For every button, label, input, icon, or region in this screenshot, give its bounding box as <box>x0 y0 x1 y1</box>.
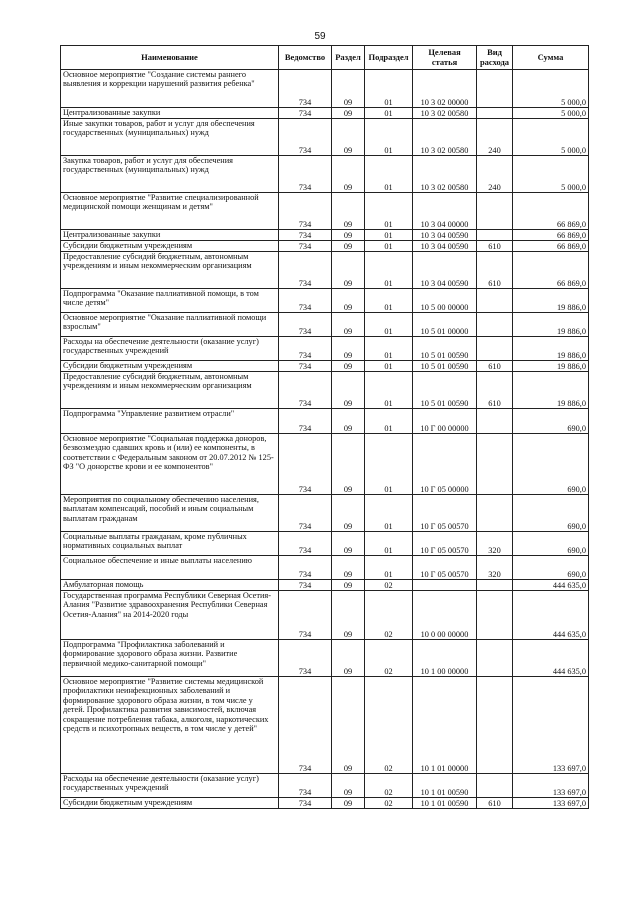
cell-ved: 734 <box>279 774 332 798</box>
cell-ved: 734 <box>279 361 332 372</box>
cell-vid: 240 <box>477 119 513 156</box>
cell-ved: 734 <box>279 677 332 774</box>
table-row <box>61 556 589 580</box>
header-sum: Сумма <box>513 46 589 70</box>
cell-ved: 734 <box>279 119 332 156</box>
cell-ved: 734 <box>279 230 332 241</box>
cell-name: Государственная программа Республики Северная Осетия-Алания "Развитие здравоохранения Республики Северная Осетия-Алания" на 2014-2020 годы <box>61 591 279 640</box>
table-row <box>61 70 589 108</box>
cell-sum: 690,0 <box>513 495 589 532</box>
table-row <box>61 156 589 193</box>
cell-ved: 734 <box>279 556 332 580</box>
cell-razdel: 09 <box>332 434 365 495</box>
cell-razdel: 09 <box>332 337 365 361</box>
cell-name: Расходы на обеспечение деятельности (оказание услуг) государственных учреждений <box>61 774 279 798</box>
cell-vid: 610 <box>477 798 513 809</box>
cell-name: Предоставление субсидий бюджетным, автономным учреждениям и иным некоммерческим организациям <box>61 372 279 409</box>
cell-target: 10 1 01 00590 <box>413 774 477 798</box>
table-row <box>61 640 589 677</box>
cell-razdel: 09 <box>332 495 365 532</box>
cell-name: Основное мероприятие "Развитие специализированной медицинской помощи женщинам и детям" <box>61 193 279 230</box>
table-row <box>61 532 589 556</box>
cell-name: Мероприятия по социальному обеспечению населения, выплатам компенсаций, пособий и иным социальным выплатам гражданам <box>61 495 279 532</box>
cell-podrazdel: 01 <box>365 119 413 156</box>
cell-sum: 690,0 <box>513 434 589 495</box>
cell-razdel: 09 <box>332 70 365 108</box>
cell-ved: 734 <box>279 289 332 313</box>
cell-vid <box>477 640 513 677</box>
cell-vid <box>477 230 513 241</box>
table-row <box>61 241 589 252</box>
cell-razdel: 09 <box>332 361 365 372</box>
cell-podrazdel: 02 <box>365 580 413 591</box>
cell-ved: 734 <box>279 252 332 289</box>
cell-razdel: 09 <box>332 532 365 556</box>
table-row <box>61 193 589 230</box>
cell-vid <box>477 495 513 532</box>
cell-razdel: 09 <box>332 289 365 313</box>
cell-target: 10 Г 05 00570 <box>413 495 477 532</box>
cell-podrazdel: 01 <box>365 409 413 434</box>
cell-vid: 240 <box>477 156 513 193</box>
cell-sum: 19 886,0 <box>513 361 589 372</box>
cell-name: Амбулаторная помощь <box>61 580 279 591</box>
cell-target: 10 3 02 00580 <box>413 108 477 119</box>
cell-vid: 610 <box>477 361 513 372</box>
cell-razdel: 09 <box>332 798 365 809</box>
cell-sum: 5 000,0 <box>513 70 589 108</box>
cell-podrazdel: 01 <box>365 337 413 361</box>
cell-podrazdel: 01 <box>365 313 413 337</box>
header-name: Наименование <box>61 46 279 70</box>
cell-name: Социальные выплаты гражданам, кроме публичных нормативных социальных выплат <box>61 532 279 556</box>
header-podrazdel: Подраздел <box>365 46 413 70</box>
table-row <box>61 108 589 119</box>
cell-podrazdel: 01 <box>365 193 413 230</box>
cell-sum: 66 869,0 <box>513 193 589 230</box>
cell-name: Централизованные закупки <box>61 108 279 119</box>
cell-name: Субсидии бюджетным учреждениям <box>61 798 279 809</box>
cell-target: 10 3 04 00590 <box>413 241 477 252</box>
cell-name: Основное мероприятие "Создание системы раннего выявления и коррекции нарушений развития ребенка" <box>61 70 279 108</box>
cell-podrazdel: 01 <box>365 241 413 252</box>
cell-ved: 734 <box>279 495 332 532</box>
cell-podrazdel: 01 <box>365 361 413 372</box>
cell-sum: 444 635,0 <box>513 580 589 591</box>
cell-sum: 444 635,0 <box>513 640 589 677</box>
cell-vid <box>477 70 513 108</box>
header-vid: Вид расхода <box>477 46 513 70</box>
table-row <box>61 774 589 798</box>
cell-target: 10 3 04 00590 <box>413 230 477 241</box>
cell-ved: 734 <box>279 591 332 640</box>
cell-target: 10 1 01 00590 <box>413 798 477 809</box>
cell-vid <box>477 591 513 640</box>
cell-sum: 19 886,0 <box>513 313 589 337</box>
table-row <box>61 230 589 241</box>
cell-sum: 133 697,0 <box>513 677 589 774</box>
cell-vid <box>477 313 513 337</box>
cell-razdel: 09 <box>332 372 365 409</box>
header-target: Целевая статья <box>413 46 477 70</box>
cell-target: 10 5 00 00000 <box>413 289 477 313</box>
cell-sum: 66 869,0 <box>513 241 589 252</box>
cell-podrazdel: 02 <box>365 640 413 677</box>
cell-ved: 734 <box>279 108 332 119</box>
cell-sum: 19 886,0 <box>513 289 589 313</box>
cell-target: 10 3 02 00000 <box>413 70 477 108</box>
cell-target: 10 3 02 00580 <box>413 156 477 193</box>
cell-podrazdel: 01 <box>365 252 413 289</box>
cell-sum: 5 000,0 <box>513 119 589 156</box>
cell-ved: 734 <box>279 241 332 252</box>
cell-sum: 66 869,0 <box>513 252 589 289</box>
cell-sum: 690,0 <box>513 409 589 434</box>
cell-name: Субсидии бюджетным учреждениям <box>61 241 279 252</box>
table-row <box>61 252 589 289</box>
cell-name: Подпрограмма "Профилактика заболеваний и формирование здорового образа жизни. Развитие первичной медико-санитарной помощи" <box>61 640 279 677</box>
cell-target: 10 1 00 00000 <box>413 640 477 677</box>
cell-sum: 5 000,0 <box>513 108 589 119</box>
cell-razdel: 09 <box>332 241 365 252</box>
cell-podrazdel: 01 <box>365 532 413 556</box>
cell-razdel: 09 <box>332 591 365 640</box>
cell-ved: 734 <box>279 372 332 409</box>
cell-vid <box>477 108 513 119</box>
cell-vid <box>477 434 513 495</box>
table-row <box>61 313 589 337</box>
cell-target: 10 5 01 00000 <box>413 313 477 337</box>
cell-vid: 320 <box>477 532 513 556</box>
cell-ved: 734 <box>279 434 332 495</box>
cell-name: Основное мероприятие "Оказание паллиативной помощи взрослым" <box>61 313 279 337</box>
cell-razdel: 09 <box>332 556 365 580</box>
cell-podrazdel: 02 <box>365 677 413 774</box>
cell-target: 10 Г 00 00000 <box>413 409 477 434</box>
cell-sum: 19 886,0 <box>513 337 589 361</box>
cell-podrazdel: 02 <box>365 774 413 798</box>
cell-vid <box>477 580 513 591</box>
cell-razdel: 09 <box>332 156 365 193</box>
cell-ved: 734 <box>279 193 332 230</box>
cell-razdel: 09 <box>332 230 365 241</box>
cell-name: Расходы на обеспечение деятельности (оказание услуг) государственных учреждений <box>61 337 279 361</box>
page-number: 59 <box>314 31 326 42</box>
table-row <box>61 677 589 774</box>
cell-podrazdel: 01 <box>365 556 413 580</box>
cell-target: 10 3 02 00580 <box>413 119 477 156</box>
cell-vid: 610 <box>477 372 513 409</box>
table-row <box>61 591 589 640</box>
cell-vid <box>477 337 513 361</box>
cell-sum: 19 886,0 <box>513 372 589 409</box>
cell-vid: 610 <box>477 241 513 252</box>
cell-target: 10 0 00 00000 <box>413 591 477 640</box>
cell-target <box>413 580 477 591</box>
cell-name: Социальное обеспечение и иные выплаты населению <box>61 556 279 580</box>
cell-ved: 734 <box>279 156 332 193</box>
cell-target: 10 Г 05 00570 <box>413 556 477 580</box>
cell-name: Централизованные закупки <box>61 230 279 241</box>
cell-podrazdel: 01 <box>365 372 413 409</box>
cell-name: Закупка товаров, работ и услуг для обеспечения государственных (муниципальных) нужд <box>61 156 279 193</box>
cell-podrazdel: 01 <box>365 156 413 193</box>
cell-target: 10 Г 05 00000 <box>413 434 477 495</box>
cell-podrazdel: 01 <box>365 289 413 313</box>
cell-razdel: 09 <box>332 313 365 337</box>
cell-name: Субсидии бюджетным учреждениям <box>61 361 279 372</box>
cell-sum: 66 869,0 <box>513 230 589 241</box>
cell-name: Основное мероприятие "Социальная поддержка доноров, безвозмездно сдавших кровь и (или) ее компоненты, в соответствии с Федеральным законом от 20.07.2012 № 125-ФЗ "О донорстве крови и ее компонентов" <box>61 434 279 495</box>
cell-ved: 734 <box>279 640 332 677</box>
cell-podrazdel: 01 <box>365 230 413 241</box>
cell-name: Предоставление субсидий бюджетным, автономным учреждениям и иным некоммерческим организациям <box>61 252 279 289</box>
cell-podrazdel: 01 <box>365 434 413 495</box>
cell-vid <box>477 193 513 230</box>
cell-target: 10 3 04 00000 <box>413 193 477 230</box>
cell-name: Основное мероприятие "Развитие системы медицинской профилактики неинфекционных заболеваний и формирование здорового образа жизни, в том числе у детей. Профилактика развития зависимостей, включая сокращение потребления табака, алкоголя, наркотических средств и психотропных веществ, в том числе у детей" <box>61 677 279 774</box>
cell-sum: 444 635,0 <box>513 591 589 640</box>
cell-sum: 690,0 <box>513 556 589 580</box>
cell-vid: 320 <box>477 556 513 580</box>
table-row <box>61 495 589 532</box>
cell-vid <box>477 409 513 434</box>
cell-ved: 734 <box>279 313 332 337</box>
cell-podrazdel: 01 <box>365 108 413 119</box>
cell-vid <box>477 774 513 798</box>
cell-podrazdel: 01 <box>365 495 413 532</box>
cell-ved: 734 <box>279 798 332 809</box>
header-razdel: Раздел <box>332 46 365 70</box>
table-row <box>61 372 589 409</box>
cell-target: 10 1 01 00000 <box>413 677 477 774</box>
cell-target: 10 5 01 00590 <box>413 337 477 361</box>
cell-razdel: 09 <box>332 119 365 156</box>
cell-razdel: 09 <box>332 774 365 798</box>
cell-razdel: 09 <box>332 677 365 774</box>
header-ved: Ведомство <box>279 46 332 70</box>
cell-podrazdel: 02 <box>365 591 413 640</box>
cell-razdel: 09 <box>332 108 365 119</box>
cell-vid: 610 <box>477 252 513 289</box>
cell-razdel: 09 <box>332 252 365 289</box>
table-row <box>61 434 589 495</box>
budget-table <box>60 45 589 809</box>
cell-razdel: 09 <box>332 580 365 591</box>
cell-podrazdel: 01 <box>365 70 413 108</box>
table-row <box>61 409 589 434</box>
cell-target: 10 5 01 00590 <box>413 361 477 372</box>
cell-sum: 133 697,0 <box>513 774 589 798</box>
cell-sum: 133 697,0 <box>513 798 589 809</box>
cell-ved: 734 <box>279 580 332 591</box>
cell-vid <box>477 677 513 774</box>
cell-target: 10 Г 05 00570 <box>413 532 477 556</box>
cell-sum: 5 000,0 <box>513 156 589 193</box>
table-row <box>61 119 589 156</box>
cell-razdel: 09 <box>332 409 365 434</box>
cell-name: Иные закупки товаров, работ и услуг для обеспечения государственных (муниципальных) нужд <box>61 119 279 156</box>
table-row <box>61 361 589 372</box>
cell-razdel: 09 <box>332 640 365 677</box>
table-header-row <box>61 46 589 70</box>
cell-name: Подпрограмма "Управление развитием отрасли" <box>61 409 279 434</box>
cell-vid <box>477 289 513 313</box>
cell-target: 10 3 04 00590 <box>413 252 477 289</box>
cell-sum: 690,0 <box>513 532 589 556</box>
cell-ved: 734 <box>279 409 332 434</box>
table-row <box>61 337 589 361</box>
cell-razdel: 09 <box>332 193 365 230</box>
table-row <box>61 289 589 313</box>
table-row <box>61 798 589 809</box>
table-row <box>61 580 589 591</box>
cell-ved: 734 <box>279 337 332 361</box>
cell-podrazdel: 02 <box>365 798 413 809</box>
cell-ved: 734 <box>279 70 332 108</box>
cell-ved: 734 <box>279 532 332 556</box>
cell-name: Подпрограмма "Оказание паллиативной помощи, в том числе детям" <box>61 289 279 313</box>
cell-target: 10 5 01 00590 <box>413 372 477 409</box>
